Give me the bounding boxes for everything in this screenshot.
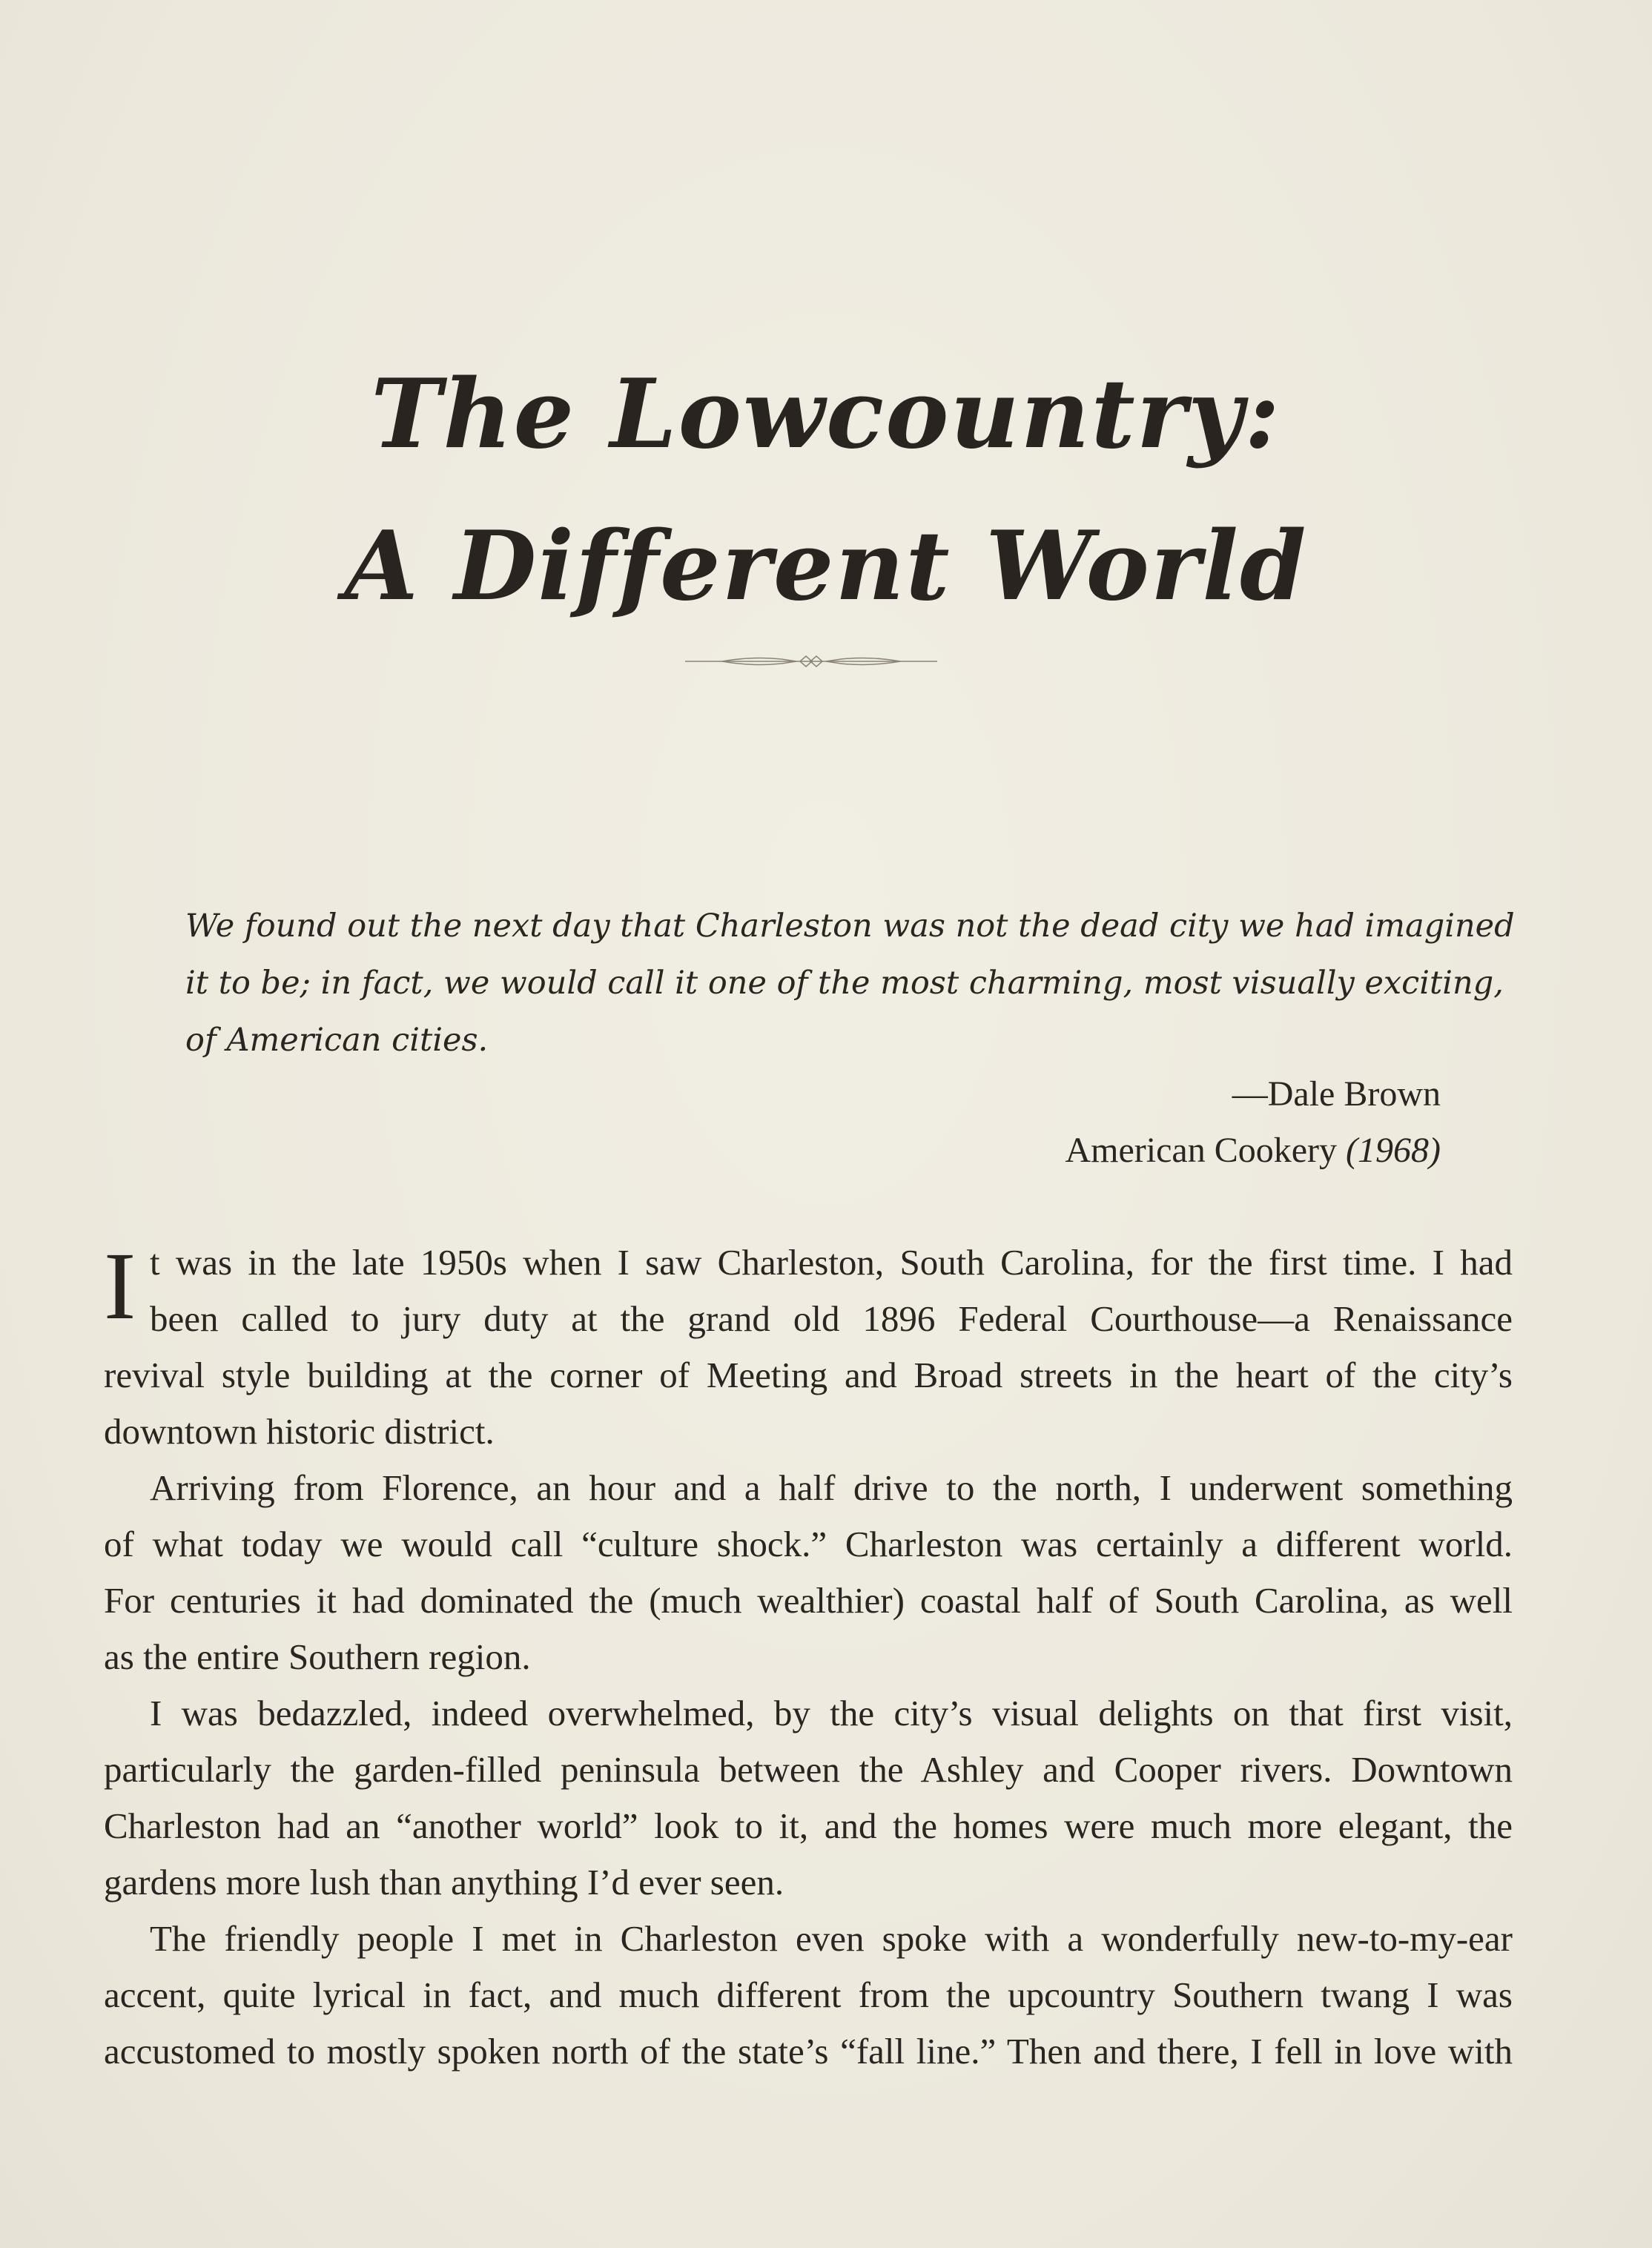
body-line: gardens more lush than anything I’d ever seen. bbox=[104, 1862, 784, 1902]
chapter-title-line-2: A Different World bbox=[344, 511, 1308, 622]
body-line: of what today we would call “culture shock.” Charleston was certainly a different world. bbox=[104, 1524, 1513, 1564]
body-line: The friendly people I met in Charleston even spoke with a wonderfully new-to-my-ear bbox=[150, 1918, 1513, 1959]
body-line: accustomed to mostly spoken north of the state’s “fall line.” Then and there, I fell in love with bbox=[104, 2031, 1513, 2072]
drop-cap: I bbox=[104, 1233, 136, 1340]
body-line: accent, quite lyrical in fact, and much different from the upcountry Southern twang I was bbox=[104, 1974, 1513, 2015]
body-line: particularly the garden-filled peninsula between the Ashley and Cooper rivers. Downtown bbox=[104, 1749, 1513, 1790]
chapter-title-line-1: The Lowcountry: bbox=[371, 359, 1281, 470]
body-line: revival style building at the corner of Meeting and Broad streets in the heart of the city’s bbox=[104, 1355, 1513, 1395]
body-line: as the entire Southern region. bbox=[104, 1636, 531, 1677]
epigraph-source-title: American Cookery bbox=[1065, 1131, 1338, 1170]
epigraph-author: —Dale Brown bbox=[1232, 1074, 1441, 1114]
epigraph-source bbox=[1065, 1133, 1441, 1168]
epigraph-source-year: (1968) bbox=[1346, 1131, 1441, 1170]
epigraph-line-1: We found out the next day that Charleston was not the dead city we had imagined bbox=[185, 908, 1515, 945]
body-line: Charleston had an “another world” look to it, and the homes were much more elegant, the bbox=[104, 1805, 1513, 1846]
ornament-divider-icon bbox=[685, 650, 937, 672]
epigraph-line-3: of American cities. bbox=[185, 1022, 489, 1059]
body-line: I was bedazzled, indeed overwhelmed, by the city’s visual delights on that first visit, bbox=[150, 1693, 1513, 1733]
body-line: downtown historic district. bbox=[104, 1411, 495, 1452]
epigraph-line-2: it to be; in fact, we would call it one of the most charming, most visually exciting, bbox=[185, 965, 1504, 1002]
body-line: been called to jury duty at the grand old 1896 Federal Courthouse—a Renaissance bbox=[150, 1298, 1513, 1339]
body-line: Arriving from Florence, an hour and a half drive to the north, I underwent something bbox=[150, 1467, 1513, 1508]
body-line: t was in the late 1950s when I saw Charleston, South Carolina, for the first time. I had bbox=[150, 1242, 1513, 1283]
body-line: For centuries it had dominated the (much wealthier) coastal half of South Carolina, as well bbox=[104, 1580, 1513, 1621]
